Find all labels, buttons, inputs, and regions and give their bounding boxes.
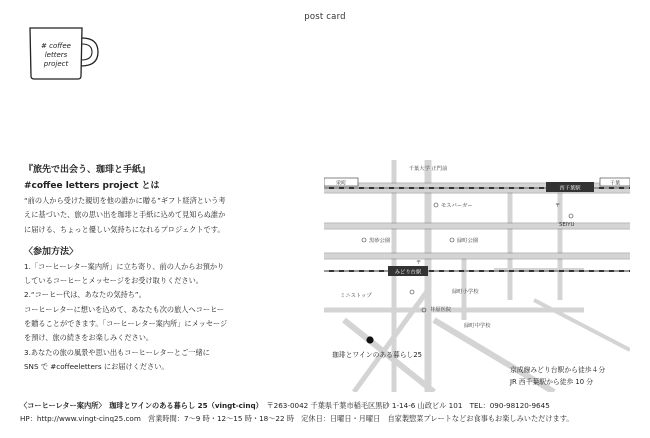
access-line-1: 京成線みどり台駅から徒歩４分 bbox=[510, 366, 606, 374]
mos-label: モスバーガー bbox=[441, 203, 473, 209]
station-main-label: 西千葉駅 bbox=[559, 185, 581, 192]
school2-label: 緑町中学校 bbox=[464, 323, 491, 329]
intro-line: に届ける、ちょっと優しい気持ちになれるプロジェクトです。 bbox=[24, 224, 225, 234]
footer-line-1 bbox=[20, 400, 640, 413]
midori-station-label: みどり台駅 bbox=[394, 269, 422, 276]
station-left-label: 栄町 bbox=[335, 180, 347, 187]
howto-line: コーヒーレターに想いを込めて、あなたも次の旅人へコーヒー bbox=[24, 304, 225, 314]
ministop-label: ミニストップ bbox=[340, 293, 372, 299]
shop-marker bbox=[366, 336, 373, 343]
logo-line-3: project bbox=[43, 60, 69, 68]
hospital-label: 井原医院 bbox=[430, 307, 452, 313]
school1-label: 緑町小学校 bbox=[452, 289, 479, 295]
shop-label: 珈琲とワインのある暮らし25 bbox=[332, 351, 423, 359]
coffee-mug-logo bbox=[24, 24, 114, 82]
project-description bbox=[24, 162, 294, 374]
project-subtitle: #coffee letters project とは bbox=[24, 181, 160, 191]
postcard-label: post card bbox=[304, 12, 346, 22]
howto-line: を贈ることができます。「コーヒーレター案内所」にメッセージ bbox=[24, 319, 228, 329]
howto-line: 1.「コーヒーレター案内所」に立ち寄り、前の人からお預かり bbox=[24, 261, 225, 271]
park1-label: 黒砂公園 bbox=[369, 238, 391, 244]
access-map bbox=[324, 160, 630, 392]
footer-line-2: HP：http://www.vingt-cinq25.com 営業時間：7～9 時・12～15 時・18～22 時 定休日：日曜日・月曜日 自家製惣菜プレートなどお食事もお楽しみいただけます。 bbox=[20, 413, 574, 423]
logo-line-2: letters bbox=[44, 51, 68, 59]
howto-line: 3.あなたの旅の風景や思い出もコーヒーレターとご一緒に bbox=[24, 347, 210, 357]
post-mark-1: 〒 bbox=[555, 203, 561, 209]
howto-line: 2.“コーヒー代は、あなたの気持ち”。 bbox=[24, 290, 146, 300]
shop-name: 〈コーヒーレター案内所〉 珈琲とワインのある暮らし 25（vingt-cinq） bbox=[20, 401, 260, 410]
howto-line: を預け、旅の続きをお楽しみください。 bbox=[24, 333, 154, 343]
footer bbox=[20, 400, 640, 425]
post-mark-2: 〒 bbox=[416, 260, 422, 266]
seiyu-label: SEIYU bbox=[559, 222, 575, 228]
project-title: 『旅先で出会う、珈琲と手紙』 bbox=[24, 165, 151, 175]
station-right-label: 千葉 bbox=[609, 180, 621, 187]
howto-line: しているコーヒーとメッセージをお受け取りください。 bbox=[24, 276, 203, 286]
howto-title: 〈参加方法〉 bbox=[24, 246, 79, 257]
access-line-2: JR 西千葉駅から徒歩 10 分 bbox=[510, 378, 594, 386]
park2-label: 緑町公園 bbox=[457, 238, 479, 244]
shop-address: 〒263-0042 千葉県千葉市稲毛区黒砂 1-14-6 山政ビル 101 TEL：090-98120-9645 bbox=[266, 401, 550, 410]
intro-line: “前の人から受けた親切を他の誰かに贈る”ギフト経済という考 bbox=[24, 196, 226, 205]
intro-line: えに基づいた、旅の思い出を珈琲と手紙に込めて見知らぬ誰か bbox=[24, 210, 226, 220]
logo-line-1: # coffee bbox=[41, 42, 71, 50]
university-label: 千葉大学 正門前 bbox=[408, 166, 448, 172]
howto-line: SNS で #coffeeletters にお届けください。 bbox=[24, 361, 169, 371]
